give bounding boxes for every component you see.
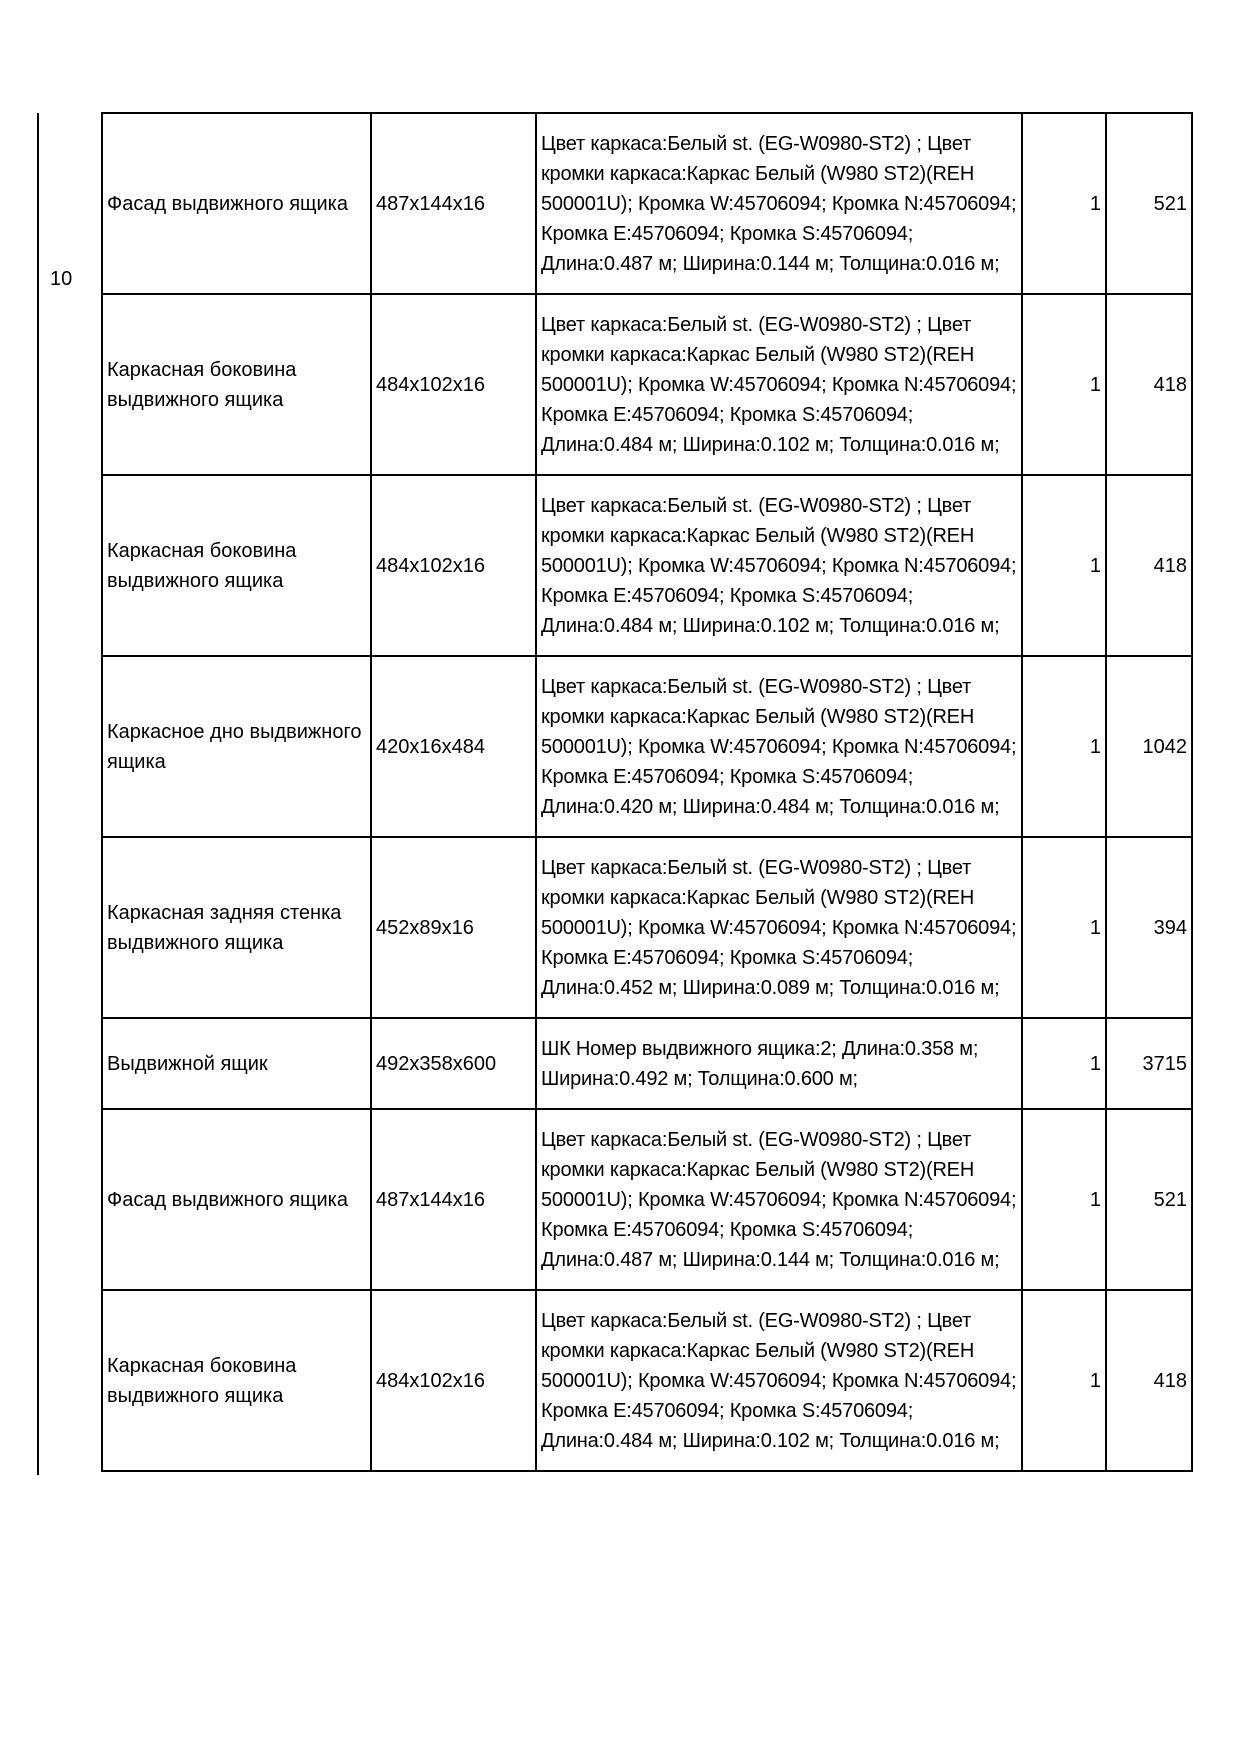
group-number: 10 [50, 268, 73, 290]
part-description: Цвет каркаса:Белый st. (EG-W0980-ST2) ; Цвет кромки каркаса:Каркас Белый (W980 ST2)(REH 500001U); Кромка W:45706094; Кромка N:45706094; Кромка E:45706094; Кромка S:45706094; Длина:0.420 м; Ширина:0.484 м; Толщина:0.016 м; [536, 656, 1022, 837]
part-size: 420x16x484 [371, 656, 536, 837]
group-bracket-line [37, 113, 39, 1475]
part-description: ШК Номер выдвижного ящика:2; Длина:0.358 м; Ширина:0.492 м; Толщина:0.600 м; [536, 1018, 1022, 1109]
part-name: Каркасная боковина выдвижного ящика [102, 294, 371, 475]
part-quantity: 1 [1022, 113, 1106, 294]
part-description: Цвет каркаса:Белый st. (EG-W0980-ST2) ; Цвет кромки каркаса:Каркас Белый (W980 ST2)(REH 500001U); Кромка W:45706094; Кромка N:45706094; Кромка E:45706094; Кромка S:45706094; Длина:0.487 м; Ширина:0.144 м; Толщина:0.016 м; [536, 1109, 1022, 1290]
part-size: 487x144x16 [371, 113, 536, 294]
part-price: 521 [1106, 1109, 1192, 1290]
part-quantity: 1 [1022, 1290, 1106, 1471]
part-description: Цвет каркаса:Белый st. (EG-W0980-ST2) ; Цвет кромки каркаса:Каркас Белый (W980 ST2)(REH 500001U); Кромка W:45706094; Кромка N:45706094; Кромка E:45706094; Кромка S:45706094; Длина:0.484 м; Ширина:0.102 м; Толщина:0.016 м; [536, 294, 1022, 475]
part-quantity: 1 [1022, 475, 1106, 656]
part-price: 3715 [1106, 1018, 1192, 1109]
part-quantity: 1 [1022, 1109, 1106, 1290]
table-row [102, 294, 1192, 475]
part-size: 484x102x16 [371, 1290, 536, 1471]
table-row [102, 475, 1192, 656]
part-price: 1042 [1106, 656, 1192, 837]
part-name: Каркасная боковина выдвижного ящика [102, 1290, 371, 1471]
part-name: Фасад выдвижного ящика [102, 1109, 371, 1290]
part-size: 492x358x600 [371, 1018, 536, 1109]
part-description: Цвет каркаса:Белый st. (EG-W0980-ST2) ; Цвет кромки каркаса:Каркас Белый (W980 ST2)(REH 500001U); Кромка W:45706094; Кромка N:45706094; Кромка E:45706094; Кромка S:45706094; Длина:0.484 м; Ширина:0.102 м; Толщина:0.016 м; [536, 475, 1022, 656]
part-price: 521 [1106, 113, 1192, 294]
part-description: Цвет каркаса:Белый st. (EG-W0980-ST2) ; Цвет кромки каркаса:Каркас Белый (W980 ST2)(REH 500001U); Кромка W:45706094; Кромка N:45706094; Кромка E:45706094; Кромка S:45706094; Длина:0.484 м; Ширина:0.102 м; Толщина:0.016 м; [536, 1290, 1022, 1471]
part-description: Цвет каркаса:Белый st. (EG-W0980-ST2) ; Цвет кромки каркаса:Каркас Белый (W980 ST2)(REH 500001U); Кромка W:45706094; Кромка N:45706094; Кромка E:45706094; Кромка S:45706094; Длина:0.452 м; Ширина:0.089 м; Толщина:0.016 м; [536, 837, 1022, 1018]
table-row [102, 837, 1192, 1018]
part-size: 484x102x16 [371, 475, 536, 656]
part-size: 487x144x16 [371, 1109, 536, 1290]
part-name: Каркасная задняя стенка выдвижного ящика [102, 837, 371, 1018]
part-price: 418 [1106, 294, 1192, 475]
part-name: Выдвижной ящик [102, 1018, 371, 1109]
part-size: 452x89x16 [371, 837, 536, 1018]
part-name: Каркасное дно выдвижного ящика [102, 656, 371, 837]
part-quantity: 1 [1022, 837, 1106, 1018]
parts-table [101, 112, 1193, 1472]
table-row [102, 113, 1192, 294]
table-row [102, 1018, 1192, 1109]
part-description: Цвет каркаса:Белый st. (EG-W0980-ST2) ; Цвет кромки каркаса:Каркас Белый (W980 ST2)(REH 500001U); Кромка W:45706094; Кромка N:45706094; Кромка E:45706094; Кромка S:45706094; Длина:0.487 м; Ширина:0.144 м; Толщина:0.016 м; [536, 113, 1022, 294]
part-size: 484x102x16 [371, 294, 536, 475]
part-quantity: 1 [1022, 294, 1106, 475]
part-name: Каркасная боковина выдвижного ящика [102, 475, 371, 656]
part-quantity: 1 [1022, 656, 1106, 837]
part-name: Фасад выдвижного ящика [102, 113, 371, 294]
table-row [102, 656, 1192, 837]
table-row [102, 1290, 1192, 1471]
part-price: 394 [1106, 837, 1192, 1018]
table-row [102, 1109, 1192, 1290]
part-quantity: 1 [1022, 1018, 1106, 1109]
part-price: 418 [1106, 1290, 1192, 1471]
part-price: 418 [1106, 475, 1192, 656]
